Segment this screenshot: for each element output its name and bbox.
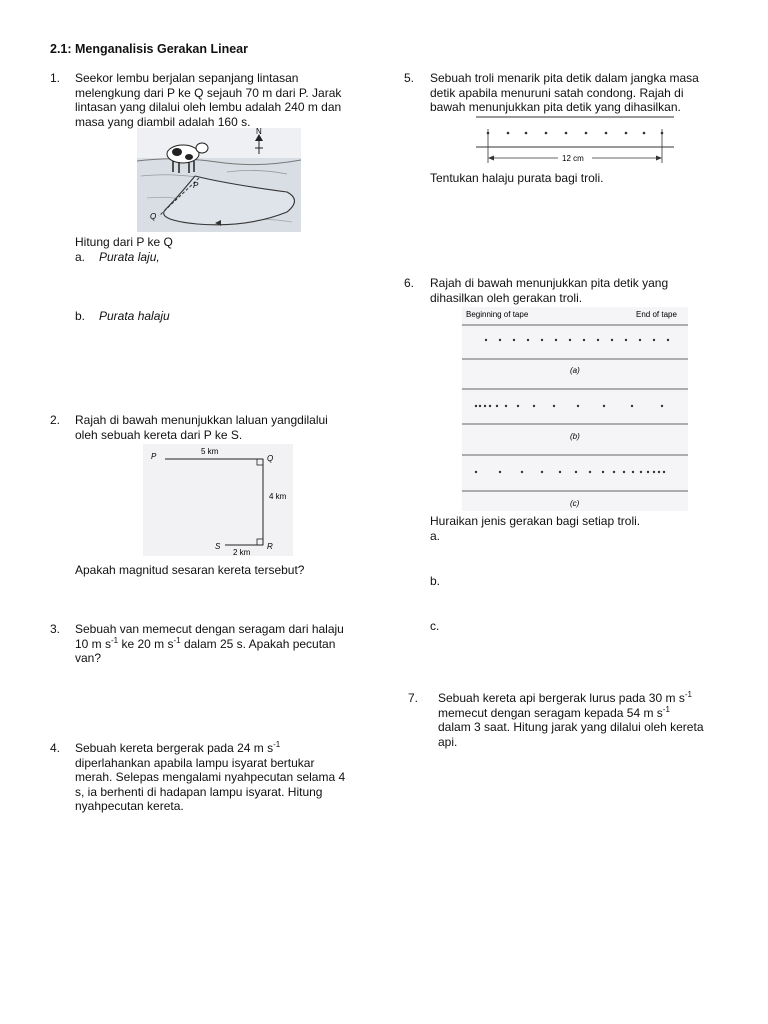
- q4-line: diperlahankan apabila lampu isyarat bertukar: [75, 755, 315, 770]
- sr-distance-label: 2 km: [233, 548, 251, 556]
- q3-text: [75, 622, 344, 666]
- q3-line: van?: [75, 651, 102, 665]
- page-title: 2.1: Menganalisis Gerakan Linear: [50, 42, 248, 56]
- q5-ticker-tape-figure: [476, 115, 674, 167]
- q1-a-label: a.: [75, 250, 86, 264]
- q6-line: Rajah di bawah menunjukkan pita detik yang: [430, 276, 669, 290]
- q3-line: 10 m $s^{-1}$ ke 20 m $s^{-1}$ dalam 25 s. Apakah pecutan: [75, 635, 336, 651]
- point-q-label: Q: [267, 454, 274, 463]
- tape-length-label: 12 cm: [562, 154, 584, 163]
- q1-b-label: b.: [75, 309, 86, 323]
- pq-distance-label: 5 km: [201, 447, 219, 456]
- q1-line: lintasan yang dilalui oleh lembu adalah 240 m dan: [75, 100, 342, 114]
- north-label: N: [256, 128, 262, 136]
- q6-answer-b: b.: [430, 574, 441, 588]
- q4-number: 4.: [50, 741, 61, 755]
- q7-line: dalam 3 saat. Hitung jarak yang dilalui oleh kereta: [438, 720, 704, 734]
- q1-a-text: Purata laju,: [99, 250, 160, 264]
- q4-line: merah. Selepas mengalami nyahpecutan selama 4: [75, 770, 346, 784]
- q2-text: [75, 413, 328, 442]
- q2-prompt: Apakah magnitud sesaran kereta tersebut?: [75, 563, 305, 577]
- q4-line: nyahpecutan kereta.: [75, 799, 184, 813]
- q2-line: oleh sebuah kereta dari P ke S.: [75, 427, 243, 442]
- q1-line: Seekor lembu berjalan sepanjang lintasan: [75, 71, 299, 85]
- q2-route-figure: [143, 444, 293, 556]
- point-q-label: Q: [150, 212, 157, 221]
- q4-text: [75, 741, 345, 814]
- q7-line: api.: [438, 734, 458, 749]
- point-p-label: P: [151, 452, 157, 461]
- q5-prompt: Tentukan halaju purata bagi troli.: [430, 171, 604, 185]
- q7-line: memecut dengan seragam kepada 54 m $s^{-1}$: [438, 704, 670, 720]
- q6-text: [430, 276, 668, 305]
- end-of-tape-label: End of tape: [636, 310, 677, 319]
- qr-distance-label: 4 km: [269, 492, 287, 501]
- q6-ticker-tapes-figure: [462, 307, 688, 511]
- q6-number: 6.: [404, 276, 415, 290]
- q1-number: 1.: [50, 71, 61, 85]
- q2-line: Rajah di bawah menunjukkan laluan yangdilalui: [75, 413, 328, 427]
- q4-line: s, ia berhenti di hadapan lampu isyarat. Hitung: [75, 784, 323, 799]
- q1-line: masa yang diambil adalah 160 s.: [75, 114, 251, 129]
- q6-line: dihasilkan oleh gerakan troli.: [430, 290, 583, 305]
- q5-number: 5.: [404, 71, 415, 85]
- beginning-of-tape-label: Beginning of tape: [466, 310, 529, 319]
- q1-cow-path-figure: [137, 128, 301, 232]
- point-s-label: S: [215, 542, 221, 551]
- q1-line: melengkung dari P ke Q sejauh 70 m dari P. Jarak: [75, 85, 342, 100]
- q1-prompt: Hitung dari P ke Q: [75, 235, 173, 249]
- q1-b-text: Purata halaju: [99, 309, 170, 323]
- q6-answer-c: c.: [430, 619, 440, 633]
- q7-line: Sebuah kereta api bergerak lurus pada 30 m $s^{-1}$: [438, 690, 692, 705]
- q3-line: Sebuah van memecut dengan seragam dari halaju: [75, 622, 344, 636]
- tape-a-label: (a): [570, 366, 580, 375]
- tape-c-label: (c): [570, 499, 580, 508]
- q5-line: Sebuah troli menarik pita detik dalam jangka masa: [430, 71, 699, 85]
- q2-number: 2.: [50, 413, 61, 427]
- tape-b-label: (b): [570, 432, 580, 441]
- q5-line: bawah menunjukkan pita detik yang dihasilkan.: [430, 100, 681, 114]
- q7-number: 7.: [408, 691, 419, 705]
- q1-text: [75, 71, 341, 129]
- q7-text: [438, 691, 704, 749]
- q3-number: 3.: [50, 622, 61, 636]
- point-r-label: R: [267, 542, 273, 551]
- q5-text: [430, 71, 699, 115]
- q4-line: Sebuah kereta bergerak pada 24 m $s^{-1}$: [75, 740, 281, 755]
- q5-line: detik apabila menuruni satah condong. Rajah di: [430, 85, 684, 100]
- q6-prompt: Huraikan jenis gerakan bagi setiap troli.: [430, 514, 641, 528]
- point-p-label: P: [193, 181, 199, 190]
- q6-answer-a: a.: [430, 529, 441, 543]
